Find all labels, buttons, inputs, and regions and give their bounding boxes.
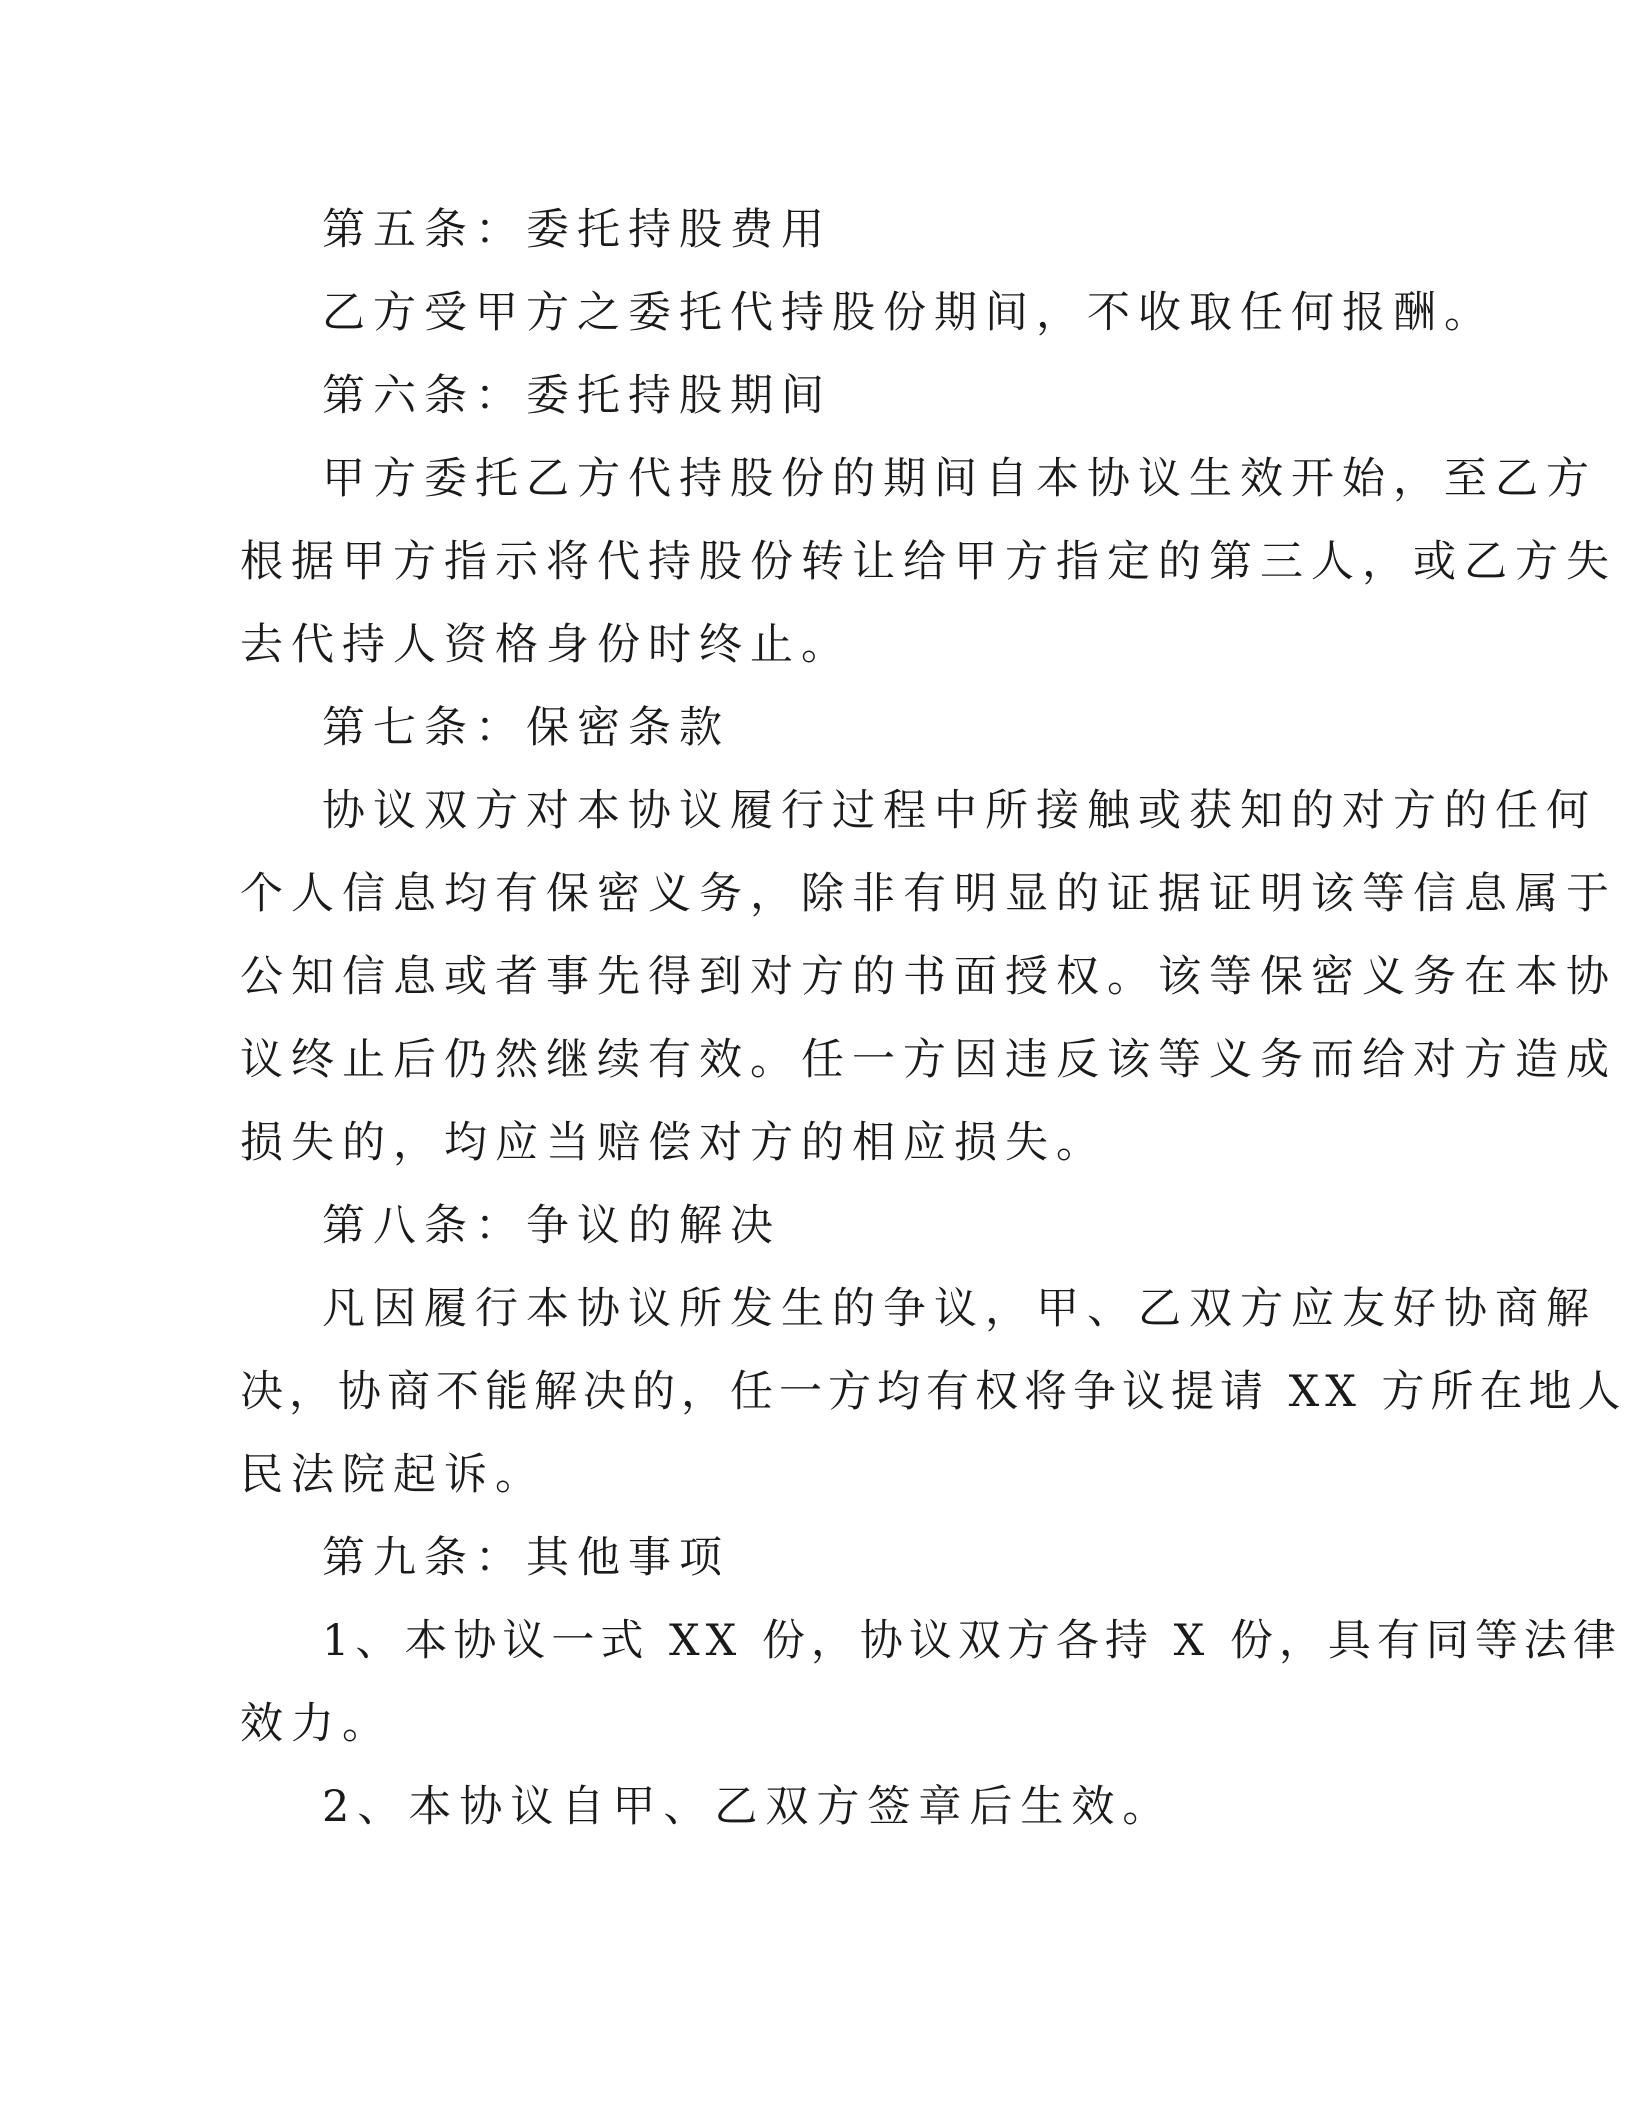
article-8-heading: 第八条：争议的解决 xyxy=(322,1201,781,1251)
article-8-body-line-3: 民法院起诉。 xyxy=(240,1450,546,1500)
article-7-body-line-1: 协议双方对本协议履行过程中所接触或获知的对方的任何 xyxy=(322,786,1597,836)
article-9-item-2: 2、本协议自甲、乙双方签章后生效。 xyxy=(322,1782,1174,1832)
article-6-heading: 第六条：委托持股期间 xyxy=(322,371,832,421)
article-9-heading: 第九条：其他事项 xyxy=(322,1533,730,1583)
article-5-body: 乙方受甲方之委托代持股份期间，不收取任何报酬。 xyxy=(322,288,1495,338)
article-7-body-line-3: 公知信息或者事先得到对方的书面授权。该等保密义务在本协 xyxy=(240,952,1617,1002)
article-9-item-1-line-2: 效力。 xyxy=(240,1699,393,1749)
article-7-body-line-5: 损失的，均应当赔偿对方的相应损失。 xyxy=(240,1118,1107,1168)
article-6-body-line-1: 甲方委托乙方代持股份的期间自本协议生效开始，至乙方 xyxy=(322,454,1597,504)
article-5-heading: 第五条：委托持股费用 xyxy=(322,205,832,255)
article-9-item-1-line-1: 1、本协议一式 XX 份，协议双方各持 X 份，具有同等法律 xyxy=(322,1616,1622,1666)
article-7-heading: 第七条：保密条款 xyxy=(322,703,730,753)
article-6-body-line-2: 根据甲方指示将代持股份转让给甲方指定的第三人，或乙方失 xyxy=(240,537,1617,587)
article-7-body-line-4: 议终止后仍然继续有效。任一方因违反该等义务而给对方造成 xyxy=(240,1035,1617,1085)
article-7-body-line-2: 个人信息均有保密义务，除非有明显的证据证明该等信息属于 xyxy=(240,869,1617,919)
article-8-body-line-1: 凡因履行本协议所发生的争议，甲、乙双方应友好协商解 xyxy=(322,1284,1597,1334)
article-8-body-line-2: 决，协商不能解决的，任一方均有权将争议提请 XX 方所在地人 xyxy=(240,1367,1627,1417)
article-6-body-line-3: 去代持人资格身份时终止。 xyxy=(240,620,852,670)
